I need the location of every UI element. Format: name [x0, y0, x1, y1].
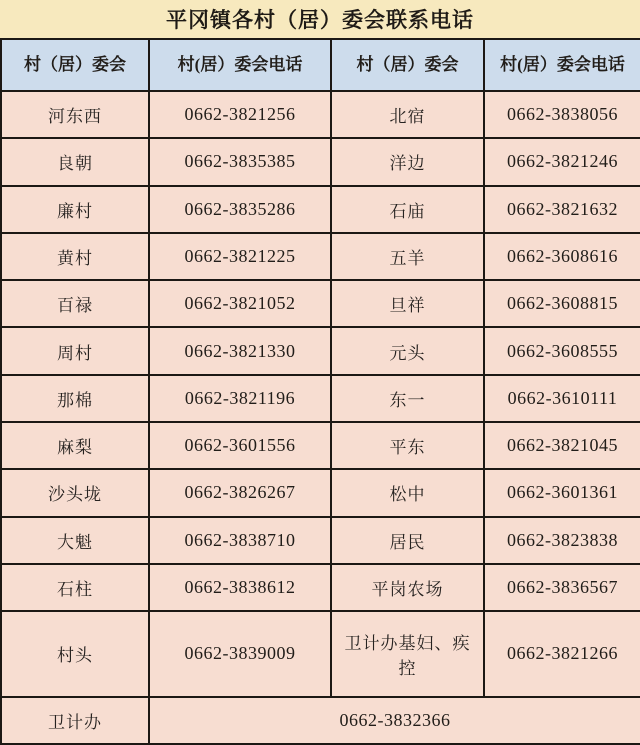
table-row	[1, 564, 640, 611]
table-header	[1, 39, 640, 91]
village-name-cell: 洋边	[331, 138, 484, 185]
phone-number-cell: 0662-3821196	[149, 375, 331, 422]
table-footer	[1, 697, 640, 744]
phone-number-cell: 0662-3821266	[484, 611, 640, 697]
header-row	[1, 39, 640, 91]
table-row	[1, 375, 640, 422]
village-name-cell: 卫计办基妇、疾控	[331, 611, 484, 697]
phone-number-cell: 0662-3826267	[149, 469, 331, 516]
village-name-cell: 良朝	[1, 138, 149, 185]
village-name-cell: 大魁	[1, 517, 149, 564]
village-name-cell: 元头	[331, 327, 484, 374]
village-name-cell: 石庙	[331, 186, 484, 233]
village-name-cell: 石柱	[1, 564, 149, 611]
phone-number-cell: 0662-3832366	[149, 697, 640, 744]
village-name-cell: 那棉	[1, 375, 149, 422]
footer-row	[1, 697, 640, 744]
header-committee-2: 村（居）委会	[331, 39, 484, 91]
village-name-cell: 河东西	[1, 91, 149, 138]
village-name-cell: 黄村	[1, 233, 149, 280]
table-row	[1, 327, 640, 374]
village-name-cell: 平岗农场	[331, 564, 484, 611]
phone-number-cell: 0662-3823838	[484, 517, 640, 564]
village-name-cell: 麻梨	[1, 422, 149, 469]
village-name-cell: 居民	[331, 517, 484, 564]
header-committee-1: 村（居）委会	[1, 39, 149, 91]
village-name-cell: 北宿	[331, 91, 484, 138]
table-row	[1, 91, 640, 138]
header-phone-1: 村(居）委会电话	[149, 39, 331, 91]
phone-number-cell: 0662-3601556	[149, 422, 331, 469]
contact-table	[0, 38, 640, 745]
phone-number-cell: 0662-3610111	[484, 375, 640, 422]
table-row	[1, 469, 640, 516]
table-row	[1, 422, 640, 469]
table-row	[1, 186, 640, 233]
village-name-cell: 旦祥	[331, 280, 484, 327]
page-title: 平冈镇各村（居）委会联系电话	[0, 0, 640, 38]
village-name-cell: 廉村	[1, 186, 149, 233]
village-name-cell: 松中	[331, 469, 484, 516]
phone-number-cell: 0662-3821330	[149, 327, 331, 374]
phone-number-cell: 0662-3608555	[484, 327, 640, 374]
village-name-cell: 五羊	[331, 233, 484, 280]
village-name-cell: 百禄	[1, 280, 149, 327]
phone-number-cell: 0662-3821045	[484, 422, 640, 469]
table-row	[1, 280, 640, 327]
village-name-cell: 卫计办	[1, 697, 149, 744]
phone-number-cell: 0662-3821052	[149, 280, 331, 327]
phone-number-cell: 0662-3838612	[149, 564, 331, 611]
header-phone-2: 村(居）委会电话	[484, 39, 640, 91]
phone-number-cell: 0662-3839009	[149, 611, 331, 697]
phone-number-cell: 0662-3838710	[149, 517, 331, 564]
village-name-cell: 沙头垅	[1, 469, 149, 516]
phone-number-cell: 0662-3835286	[149, 186, 331, 233]
table-row	[1, 138, 640, 185]
table-row	[1, 517, 640, 564]
village-name-cell: 周村	[1, 327, 149, 374]
village-name-cell: 平东	[331, 422, 484, 469]
phone-number-cell: 0662-3821632	[484, 186, 640, 233]
phone-number-cell: 0662-3608616	[484, 233, 640, 280]
table-row	[1, 611, 640, 697]
village-name-cell: 村头	[1, 611, 149, 697]
phone-number-cell: 0662-3836567	[484, 564, 640, 611]
village-name-cell: 东一	[331, 375, 484, 422]
phone-number-cell: 0662-3835385	[149, 138, 331, 185]
phone-number-cell: 0662-3821256	[149, 91, 331, 138]
phone-number-cell: 0662-3601361	[484, 469, 640, 516]
table-body	[1, 91, 640, 697]
phone-number-cell: 0662-3838056	[484, 91, 640, 138]
phone-number-cell: 0662-3821246	[484, 138, 640, 185]
table-row	[1, 233, 640, 280]
phone-number-cell: 0662-3821225	[149, 233, 331, 280]
phone-number-cell: 0662-3608815	[484, 280, 640, 327]
